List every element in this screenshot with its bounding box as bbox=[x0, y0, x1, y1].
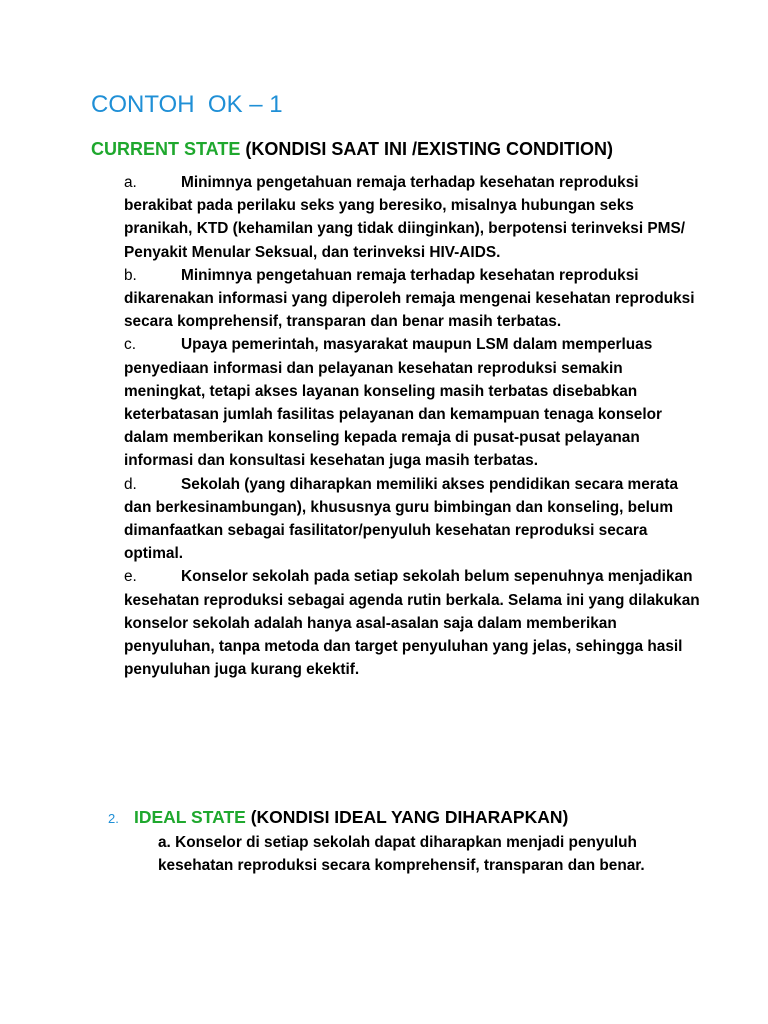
current-state-subtitle: (KONDISI SAAT INI /EXISTING CONDITION) bbox=[245, 139, 614, 159]
list-marker: b. bbox=[124, 266, 137, 284]
list-item bbox=[124, 565, 704, 681]
list-marker: a. bbox=[158, 834, 171, 851]
page-title: CONTOH OK – 1 bbox=[91, 91, 283, 118]
ideal-state-subtitle: (KONDISI IDEAL YANG DIHARAPKAN) bbox=[250, 807, 569, 827]
list-item-text: Minimnya pengetahuan remaja terhadap kesehatan reproduksi berakibat pada perilaku seks yang beresiko, misalnya hubungan seks pranikah, KTD (kehamilan yang tidak diinginkan), berpotensi terinveksi PMS/ Penyakit Menular Seksual, dan terinveksi HIV-AIDS. bbox=[124, 174, 686, 261]
list-marker: c. bbox=[124, 336, 136, 354]
list-item bbox=[124, 473, 704, 566]
list-item bbox=[124, 171, 704, 264]
list-item-text: Konselor di setiap sekolah dapat diharapkan menjadi penyuluh kesehatan reproduksi secara komprehensif, transparan dan benar. bbox=[158, 834, 645, 875]
list-item-text: Minimnya pengetahuan remaja terhadap kesehatan reproduksi dikarenakan informasi yang diperoleh remaja mengenai kesehatan reproduksi secara komprehensif, transparan dan benar masih terbatas. bbox=[124, 266, 695, 331]
ideal-state-label: IDEAL STATE bbox=[134, 807, 246, 827]
ideal-state-heading bbox=[108, 805, 568, 831]
list-item-text: Konselor sekolah pada setiap sekolah belum sepenuhnya menjadikan kesehatan reproduksi sebagai agenda rutin berkala. Selama ini yang dilakukan konselor sekolah adalah hanya asal-asalan saja dalam memberikan penyuluhan, tanpa metoda dan target penyuluhan yang jelas, sehingga hasil penyuluhan juga kurang ekektif. bbox=[124, 568, 700, 679]
list-item bbox=[124, 264, 704, 334]
current-state-label: CURRENT STATE bbox=[91, 139, 241, 159]
ideal-state-number: 2. bbox=[108, 811, 119, 826]
list-marker: a. bbox=[124, 174, 137, 191]
list-item-text: Upaya pemerintah, masyarakat maupun LSM dalam memperluas penyediaan informasi dan pelayanan kesehatan reproduksi semakin meningkat, tetapi akses layanan konseling masih terbatas disebabkan keterbatasan jumlah fasilitas pelayanan dan kemampuan tenaga konselor dalam memberikan konseling kepada remaja di pusat-pusat pelayanan informasi dan konsultasi kesehatan juga masih terbatas. bbox=[124, 336, 663, 470]
current-state-list bbox=[124, 171, 704, 681]
current-state-heading bbox=[91, 137, 613, 161]
list-item bbox=[158, 831, 678, 877]
ideal-state-list bbox=[158, 831, 678, 877]
list-item bbox=[124, 333, 704, 472]
list-marker: d. bbox=[124, 475, 137, 493]
list-item-text: Sekolah (yang diharapkan memiliki akses pendidikan secara merata dan berkesinambungan), khususnya guru bimbingan dan konseling, belum dimanfaatkan sebagai fasilitator/penyuluh kesehatan reproduksi secara optimal. bbox=[124, 475, 679, 563]
list-marker: e. bbox=[124, 568, 137, 586]
